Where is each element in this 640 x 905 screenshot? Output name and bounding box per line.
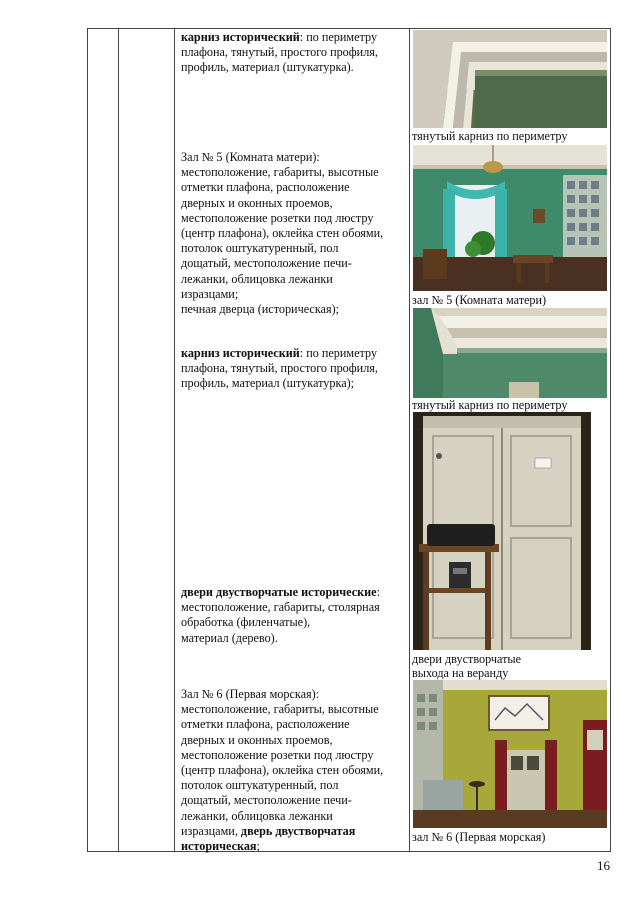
text-line bbox=[181, 733, 411, 748]
text-line bbox=[181, 748, 411, 763]
text-run: : по периметру bbox=[299, 30, 378, 44]
text-run: дощатый, местоположение печи- bbox=[181, 256, 352, 271]
row-text-hall-5 bbox=[181, 150, 411, 317]
text-run: потолок оштукатуренный, пол bbox=[181, 778, 339, 793]
text-line bbox=[181, 226, 411, 241]
text-line bbox=[181, 631, 411, 646]
text-run: дверных и оконных проемов, bbox=[181, 195, 333, 210]
text-run: дверных и оконных проемов, bbox=[181, 732, 333, 747]
text-run: : по периметру bbox=[299, 346, 378, 360]
text-run: лежанки, облицовка лежанки bbox=[181, 271, 333, 286]
caption-cornice-2: тянутый карниз по периметру bbox=[412, 398, 568, 412]
bold-term: карниз исторический bbox=[181, 346, 300, 360]
text-line bbox=[181, 165, 411, 180]
text-run: плафона, тянутый, простого профиля, bbox=[181, 45, 378, 60]
text-line bbox=[181, 45, 411, 60]
text-run: местоположение розетки под люстру bbox=[181, 747, 374, 762]
text-line bbox=[181, 150, 411, 165]
text-line bbox=[181, 824, 411, 839]
text-run: отметки плафона, расположение bbox=[181, 717, 350, 732]
text-line bbox=[181, 30, 411, 45]
text-line bbox=[181, 211, 411, 226]
text-line bbox=[181, 839, 411, 854]
text-line bbox=[181, 196, 411, 211]
text-run: обработка (филенчатые), bbox=[181, 615, 311, 630]
caption-hall-5: зал № 5 (Комната матери) bbox=[412, 293, 547, 307]
text-line bbox=[181, 600, 411, 615]
text-run: изразцами, bbox=[181, 823, 241, 838]
table-border-col1 bbox=[118, 28, 119, 852]
text-run: ; bbox=[256, 839, 260, 854]
text-line bbox=[181, 272, 411, 287]
text-line bbox=[181, 778, 411, 793]
text-run: местоположение розетки под люстру bbox=[181, 210, 374, 225]
text-line bbox=[181, 376, 411, 391]
text-line bbox=[181, 763, 411, 778]
photo-hall-5 bbox=[413, 145, 607, 291]
caption-cornice-1: тянутый карниз по периметру bbox=[412, 129, 568, 143]
row-text-doors bbox=[181, 585, 411, 646]
page-number: 16 bbox=[597, 858, 610, 873]
table-border-col2 bbox=[174, 28, 175, 852]
text-run: отметки плафона, расположение bbox=[181, 180, 350, 195]
caption-hall-6: зал № 6 (Первая морская) bbox=[412, 830, 546, 844]
photo-hall-6 bbox=[413, 680, 607, 828]
table-border-top bbox=[87, 28, 611, 29]
caption-doors-line2: выхода на веранду bbox=[412, 666, 509, 680]
photo-doors bbox=[413, 412, 591, 650]
text-line bbox=[181, 793, 411, 808]
text-run: профиль, материал (штукатурка); bbox=[181, 376, 355, 391]
caption-doors-line1: двери двустворчатые bbox=[412, 652, 522, 666]
text-line bbox=[181, 585, 411, 600]
text-run: изразцами; bbox=[181, 286, 239, 301]
text-run: Зал № 6 (Первая морская): bbox=[181, 687, 320, 701]
text-line bbox=[181, 241, 411, 256]
text-line bbox=[181, 687, 411, 702]
text-run: местоположение, габариты, столярная bbox=[181, 600, 380, 615]
bold-term: дверь двустворчатая bbox=[240, 823, 356, 838]
text-line bbox=[181, 809, 411, 824]
photo-cornice-1 bbox=[413, 30, 607, 128]
text-line bbox=[181, 702, 411, 717]
text-line bbox=[181, 180, 411, 195]
text-line bbox=[181, 346, 411, 361]
row-text-hall-6 bbox=[181, 687, 411, 854]
text-run: (центр плафона), оклейка стен обоями, bbox=[181, 763, 384, 778]
bold-term: историческая bbox=[181, 839, 257, 854]
text-run: (центр плафона), оклейка стен обоями, bbox=[181, 226, 384, 241]
text-line bbox=[181, 361, 411, 376]
bold-term: карниз исторический bbox=[181, 30, 300, 44]
row-text-cornice-2 bbox=[181, 346, 411, 392]
text-line bbox=[181, 60, 411, 75]
text-run: : bbox=[376, 585, 380, 599]
row-text-cornice-1 bbox=[181, 30, 411, 76]
text-run: Зал № 5 (Комната матери): bbox=[181, 150, 320, 164]
text-run: профиль, материал (штукатурка). bbox=[181, 60, 354, 75]
text-run: плафона, тянутый, простого профиля, bbox=[181, 361, 378, 376]
text-line bbox=[181, 302, 411, 317]
text-line bbox=[181, 256, 411, 271]
text-line bbox=[181, 717, 411, 732]
bold-term: двери двустворчатые исторические bbox=[181, 585, 377, 599]
text-line bbox=[181, 287, 411, 302]
photo-cornice-2 bbox=[413, 308, 607, 398]
text-run: потолок оштукатуренный, пол bbox=[181, 241, 339, 256]
text-run: местоположение, габариты, высотные bbox=[181, 702, 379, 717]
text-run: печная дверца (историческая); bbox=[181, 302, 340, 317]
text-run: местоположение, габариты, высотные bbox=[181, 165, 379, 180]
text-run: лежанки, облицовка лежанки bbox=[181, 808, 333, 823]
table-border-left bbox=[87, 28, 88, 852]
text-run: дощатый, местоположение печи- bbox=[181, 793, 352, 808]
text-run: материал (дерево). bbox=[181, 630, 278, 645]
table-border-right bbox=[610, 28, 611, 852]
text-line bbox=[181, 615, 411, 630]
